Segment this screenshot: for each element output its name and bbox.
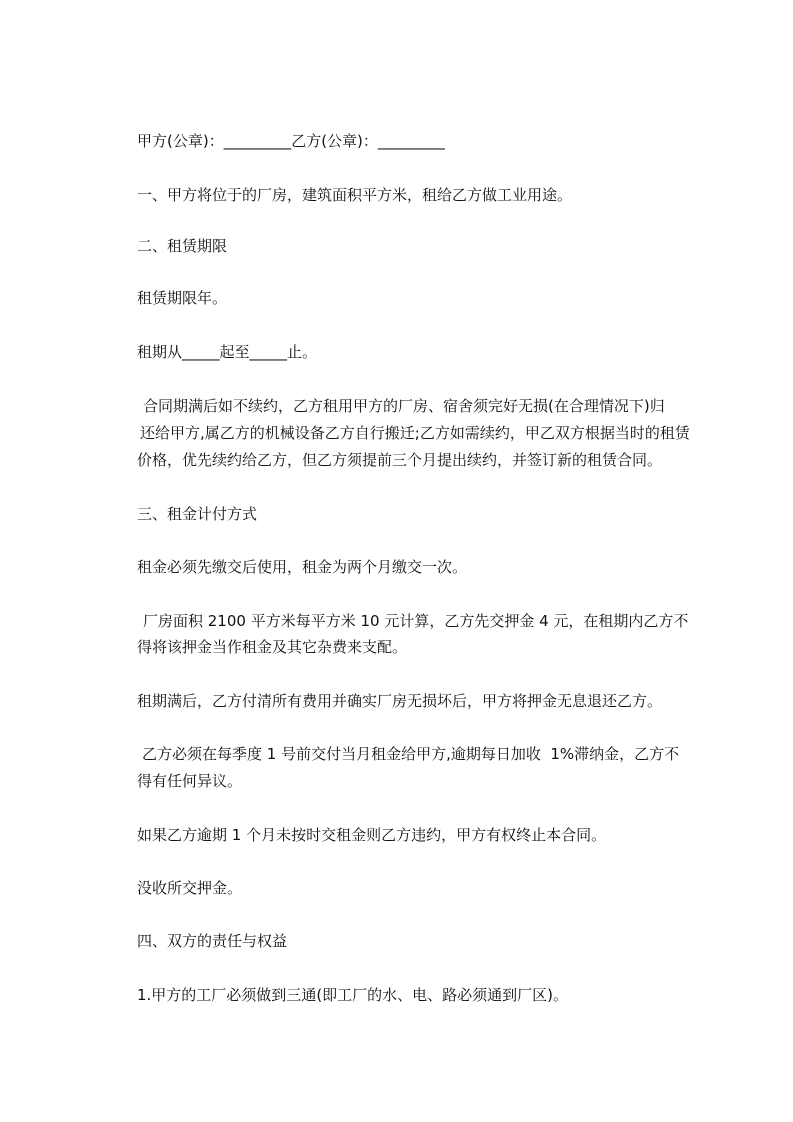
text-line: 二、租赁期限 [137, 237, 228, 255]
text-line: 三、租金计付方式 [137, 505, 258, 523]
text-line: 四、双方的责任与权益 [137, 932, 288, 950]
text-line: 还给甲方,属乙方的机械设备乙方自行搬迁;乙方如需续约，甲乙双方根据当时的租赁 [140, 424, 690, 442]
text-line: 租赁期限年。 [137, 289, 228, 307]
text-line: 价格，优先续约给乙方，但乙方须提前三个月提出续约，并签订新的租赁合同。 [137, 451, 663, 469]
text-line: 乙方必须在每季度 1 号前交付当月租金给甲方,逾期每日加收 1%滞纳金，乙方不 [142, 745, 680, 763]
text-line: 合同期满后如不续约，乙方租用甲方的厂房、宿舍须完好无损(在合理情况下)归 [143, 397, 665, 415]
text-line: 租期满后，乙方付清所有费用并确实厂房无损坏后，甲方将押金无息退还乙方。 [137, 692, 663, 710]
text-line: 租金必须先缴交后使用，租金为两个月缴交一次。 [137, 558, 468, 576]
text-line: 厂房面积 2100 平方米每平方米 10 元计算，乙方先交押金 4 元，在租期内乙方不 [143, 612, 689, 630]
text-line: 如果乙方逾期 1 个月未按时交租金则乙方违约，甲方有权终止本合同。 [137, 826, 607, 844]
text-line: 1.甲方的工厂必须做到三通(即工厂的水、电、路必须通到厂区)。 [137, 986, 569, 1004]
text-line: 得有任何异议。 [137, 772, 243, 790]
text-line: 一、甲方将位于的厂房，建筑面积平方米，租给乙方做工业用途。 [137, 186, 573, 204]
text-line: 没收所交押金。 [137, 879, 243, 897]
text-line: 甲方(公章)：_________乙方(公章)：_________ [137, 132, 446, 150]
text-line: 得将该押金当作租金及其它杂费来支配。 [137, 638, 408, 656]
text-line: 租期从_____起至_____止。 [137, 343, 318, 361]
